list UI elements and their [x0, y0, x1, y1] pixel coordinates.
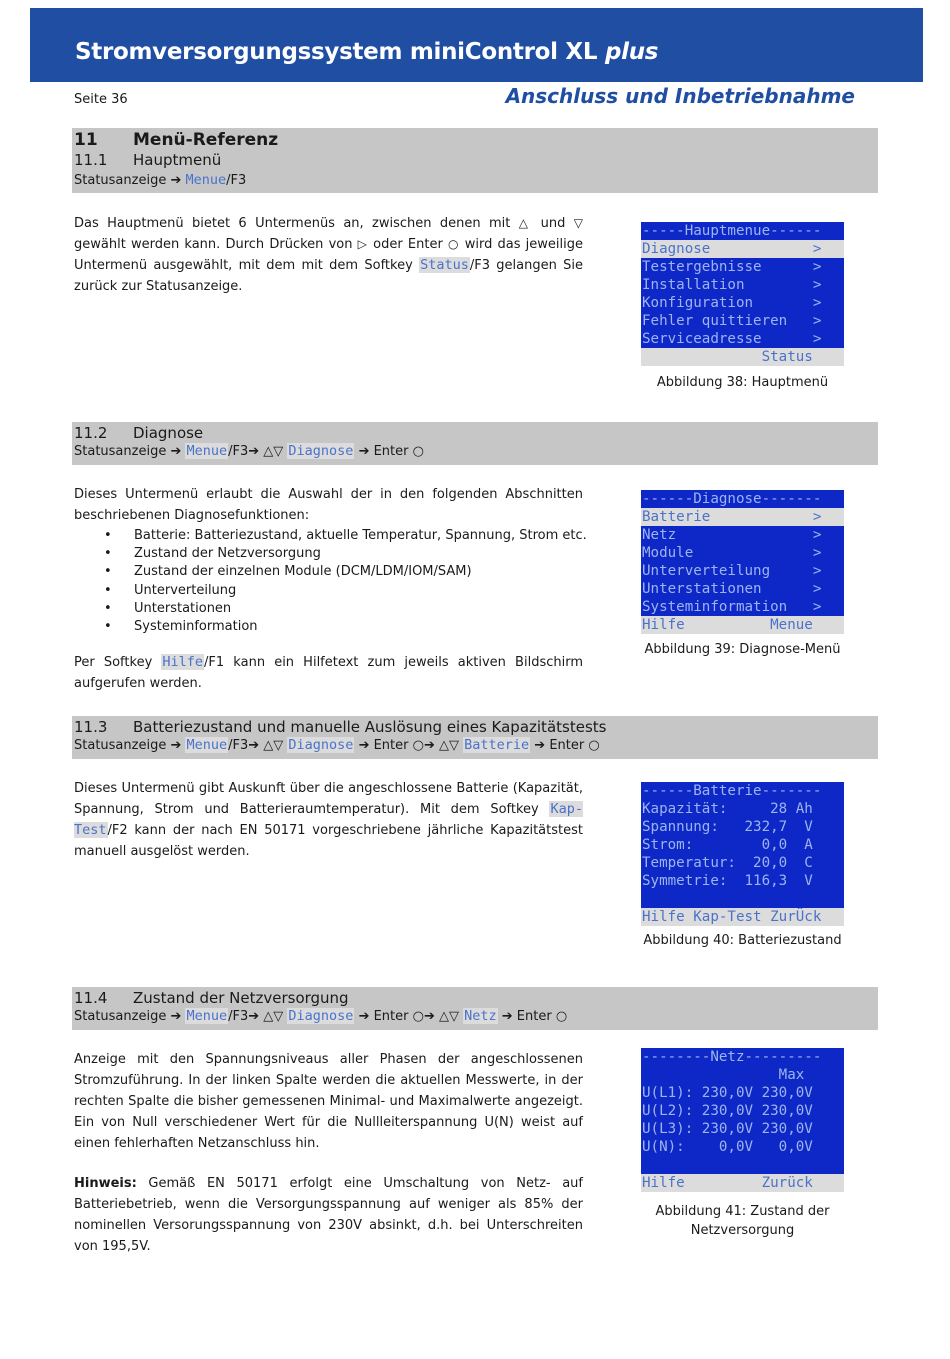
list-item: • Zustand der einzelnen Module (DCM/LDM/IOM/SAM) — [74, 563, 587, 581]
list-item: • Batterie: Batteriezustand, aktuelle Temperatur, Spannung, Strom etc. — [74, 527, 587, 545]
section-11-4-note: Hinweis: Gemäß EN 50171 erfolgt eine Umschaltung von Netz- auf Batteriebetrieb, wenn die Versorgungsspannung auf weniger als 85% der nominellen Versorungsspannung von 230V absinkt, d.h. bei Unterschreiten von 195,5V. — [74, 1176, 583, 1254]
list-item: • Zustand der Netzversorgung — [74, 545, 587, 563]
list-item: • Unterverteilung — [74, 582, 587, 600]
header-banner — [30, 8, 923, 82]
hilfe-softkey: Hilfe — [162, 654, 204, 670]
lcd-diagnose: ------Diagnose------- Batterie > Netz > Module > Unterverteilung > Unterstationen > Systeminformation > Hilfe Menue — [641, 490, 844, 634]
section-11-1-paragraph: Das Hauptmenü bietet 6 Untermenüs an, zwischen denen mit △ und ▽ gewählt werden kann. Durch Drücken von ▷ oder Enter ○ wird das jeweilige Untermenü ausgewählt, mit dem mit dem Softkey Status/F3 gelangen Sie zurück zur Statusanzeige. — [74, 216, 584, 294]
chapter-title: Anschluss und Inbetriebnahme — [505, 84, 855, 108]
section-11-header: 11 Menü-Referenz 11.1 Hauptmenü Statusanzeige ➔ Menue/F3 — [72, 128, 878, 193]
section-11-2-intro: Dieses Untermenü erlaubt die Auswahl der in den folgenden Abschnitten beschriebenen Diagnosefunktionen: — [74, 487, 583, 523]
figure-39-caption: Abbildung 39: Diagnose-Menü — [644, 642, 841, 657]
page-number: Seite 36 — [74, 92, 128, 107]
section-11-1-path: Statusanzeige ➔ Menue/F3 — [74, 172, 247, 188]
section-11-2-help: Per Softkey Hilfe/F1 kann ein Hilfetext zum jeweils aktiven Bildschirm aufgerufen werden. — [74, 654, 583, 691]
figure-41-caption: Abbildung 41: Zustand der Netzversorgung — [655, 1204, 830, 1238]
lcd-batterie: ------Batterie------- Kapazität: 28 Ah Spannung: 232,7 V Strom: 0,0 A Temperatur: 20,0 C Symmetrie: 116,3 V Hilfe Kap-Test ZurÜck — [641, 782, 844, 926]
section-11-4-header: 11.4 Zustand der Netzversorgung Statusanzeige ➔ Menue/F3➔ △▽ Diagnose ➔ Enter ○➔ △▽ Netz ➔ Enter ○ — [72, 987, 878, 1030]
list-item: • Systeminformation — [74, 618, 587, 636]
section-11-4-paragraph: Anzeige mit den Spannungsniveaus aller Phasen der angeschlossenen Stromzuführung. In der linken Spalte werden die aktuellen Messwerte, in der rechten Spalte die bisher gemessenen Minimal- und Maximalwerte angezeigt. Ein von Null verschiedener Wert für die Nullleiterspannung U(N) weist auf einen fehlerhaften Netzanschluss hin. — [74, 1052, 583, 1151]
document-title: Stromversorgungssystem miniControl XL plus — [75, 39, 659, 65]
section-11-2-header: 11.2 Diagnose Statusanzeige ➔ Menue/F3➔ △▽ Diagnose ➔ Enter ○ — [72, 422, 878, 465]
figure-40-caption: Abbildung 40: Batteriezustand — [643, 933, 842, 948]
list-item: • Unterstationen — [74, 600, 587, 618]
kap-test-softkey: Kap-Test — [74, 801, 583, 838]
figure-38-caption: Abbildung 38: Hauptmenü — [656, 375, 829, 390]
diagnose-function-list — [74, 527, 587, 636]
section-11-3-paragraph: Dieses Untermenü gibt Auskunft über die angeschlossene Batterie (Kapazität, Spannung, Strom und Batterieraumtemperatur). Mit dem Softkey Kap-Test/F2 kann der nach EN 50171 vorgeschriebene jährliche Kapazitätstest manuell ausgelöst werden. — [74, 781, 583, 859]
lcd-netz: --------Netz--------- Max U(L1): 230,0V 230,0V U(L2): 230,0V 230,0V U(L3): 230,0V 230,0V U(N): 0,0V 0,0V Hilfe Zurück — [641, 1048, 844, 1192]
section-11-3-header: 11.3 Batteriezustand und manuelle Auslösung eines Kapazitätstests Statusanzeige ➔ Menue/F3➔ △▽ Diagnose ➔ Enter ○➔ △▽ Batterie ➔ Enter ○ — [72, 716, 878, 759]
status-softkey: Status — [420, 257, 469, 273]
lcd-hauptmenue: -----Hauptmenue------ Diagnose > Testergebnisse > Installation > Konfiguration > Fehler quittieren > Serviceadresse > Status — [641, 222, 844, 366]
